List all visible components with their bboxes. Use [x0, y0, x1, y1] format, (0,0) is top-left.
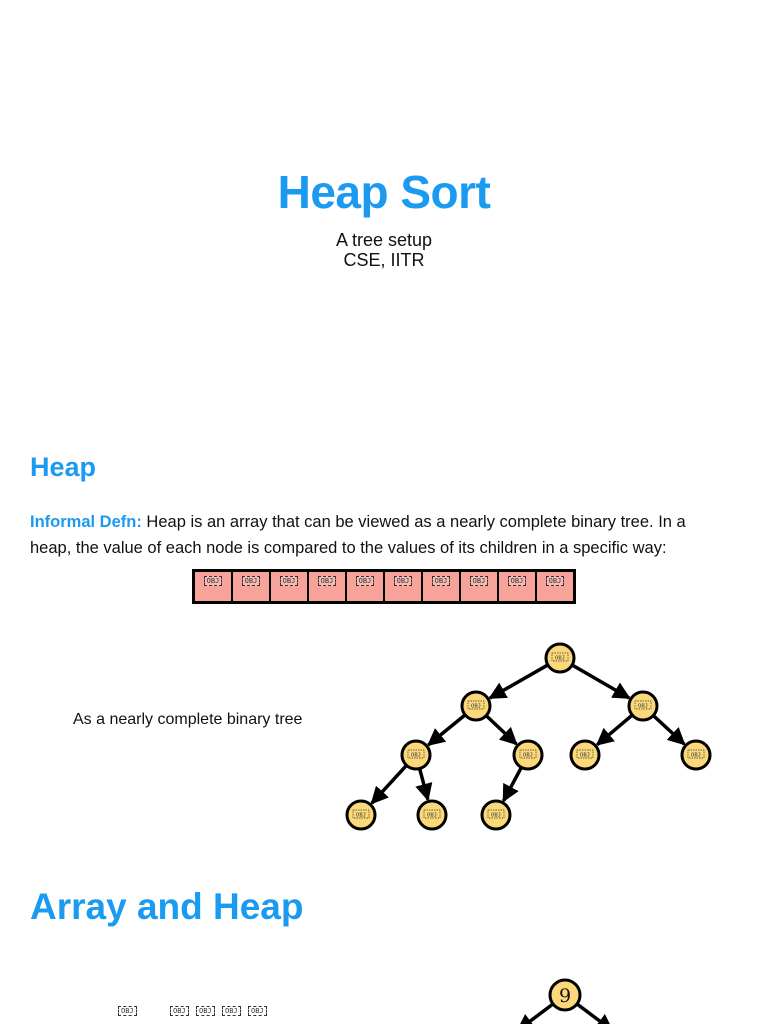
slide-title: Heap Sort — [277, 166, 491, 218]
tree-node — [482, 801, 510, 829]
object-placeholder: OBJ — [508, 576, 527, 586]
tree-node-label: OBJ — [471, 703, 481, 710]
object-placeholder: OBJ — [470, 576, 489, 586]
tree-node-label: OBJ — [356, 812, 366, 819]
heap-heading: Heap — [30, 452, 97, 482]
tree-node-label: OBJ — [555, 655, 565, 662]
tree-node — [418, 801, 446, 829]
array-and-heap-heading: Array and Heap — [30, 886, 304, 927]
tree-node — [629, 692, 657, 720]
root-value: 9 — [558, 985, 572, 1007]
tree-node — [462, 692, 490, 720]
tree-node-label: OBJ — [691, 752, 701, 759]
tree-edge-arrow — [572, 665, 629, 698]
tree-node-label: OBJ — [411, 752, 421, 759]
tree-root-node — [550, 980, 580, 1010]
object-placeholder: OBJ — [546, 576, 565, 586]
tree-node-label: OBJ — [638, 703, 648, 710]
object-placeholder: OBJ — [394, 576, 413, 586]
tree-node-label: OBJ — [427, 812, 437, 819]
tree-edge-arrow — [428, 715, 465, 745]
tree-edge-arrow — [576, 1003, 612, 1024]
tree-node — [682, 741, 710, 769]
object-placeholder: OBJ — [432, 576, 451, 586]
object-placeholder: OBJ — [280, 576, 299, 586]
tree-node-label: OBJ — [523, 752, 533, 759]
subtitle-line-1: A tree setup — [335, 230, 433, 250]
tree-edge-arrow — [420, 769, 428, 800]
tree-edge-arrow — [486, 716, 516, 744]
tree-node — [546, 644, 574, 672]
tree-node — [402, 741, 430, 769]
tree-node-label: OBJ — [491, 812, 501, 819]
object-placeholder: OBJ — [248, 1006, 267, 1016]
tree-edge-arrow — [372, 765, 407, 803]
tree-node-label: OBJ — [580, 752, 590, 759]
object-placeholder: OBJ — [356, 576, 375, 586]
tree-edge-arrow — [653, 716, 684, 745]
object-placeholder: OBJ — [222, 1006, 241, 1016]
definition-label: Informal Defn: — [30, 513, 142, 531]
tree-edge-arrow — [518, 1003, 554, 1024]
tree-edge-arrow — [597, 715, 632, 745]
object-placeholder: OBJ — [318, 576, 337, 586]
tree-edge-arrow — [490, 665, 548, 698]
tree-node — [571, 741, 599, 769]
tree-caption: As a nearly complete binary tree — [73, 711, 303, 728]
tree-node — [347, 801, 375, 829]
object-placeholder: OBJ — [242, 576, 261, 586]
object-placeholder: OBJ — [118, 1006, 137, 1016]
tree-node — [514, 741, 542, 769]
object-placeholder: OBJ — [196, 1006, 215, 1016]
definition-text: Heap is an array that can be viewed as a nearly complete binary tree. In a heap, the value of each node is compared to the values of its children in a specific way: — [30, 513, 686, 557]
object-placeholder: OBJ — [204, 576, 223, 586]
tree-edge-arrow — [504, 767, 522, 801]
object-placeholder: OBJ — [170, 1006, 189, 1016]
subtitle-line-2: CSE, IITR — [343, 250, 425, 270]
